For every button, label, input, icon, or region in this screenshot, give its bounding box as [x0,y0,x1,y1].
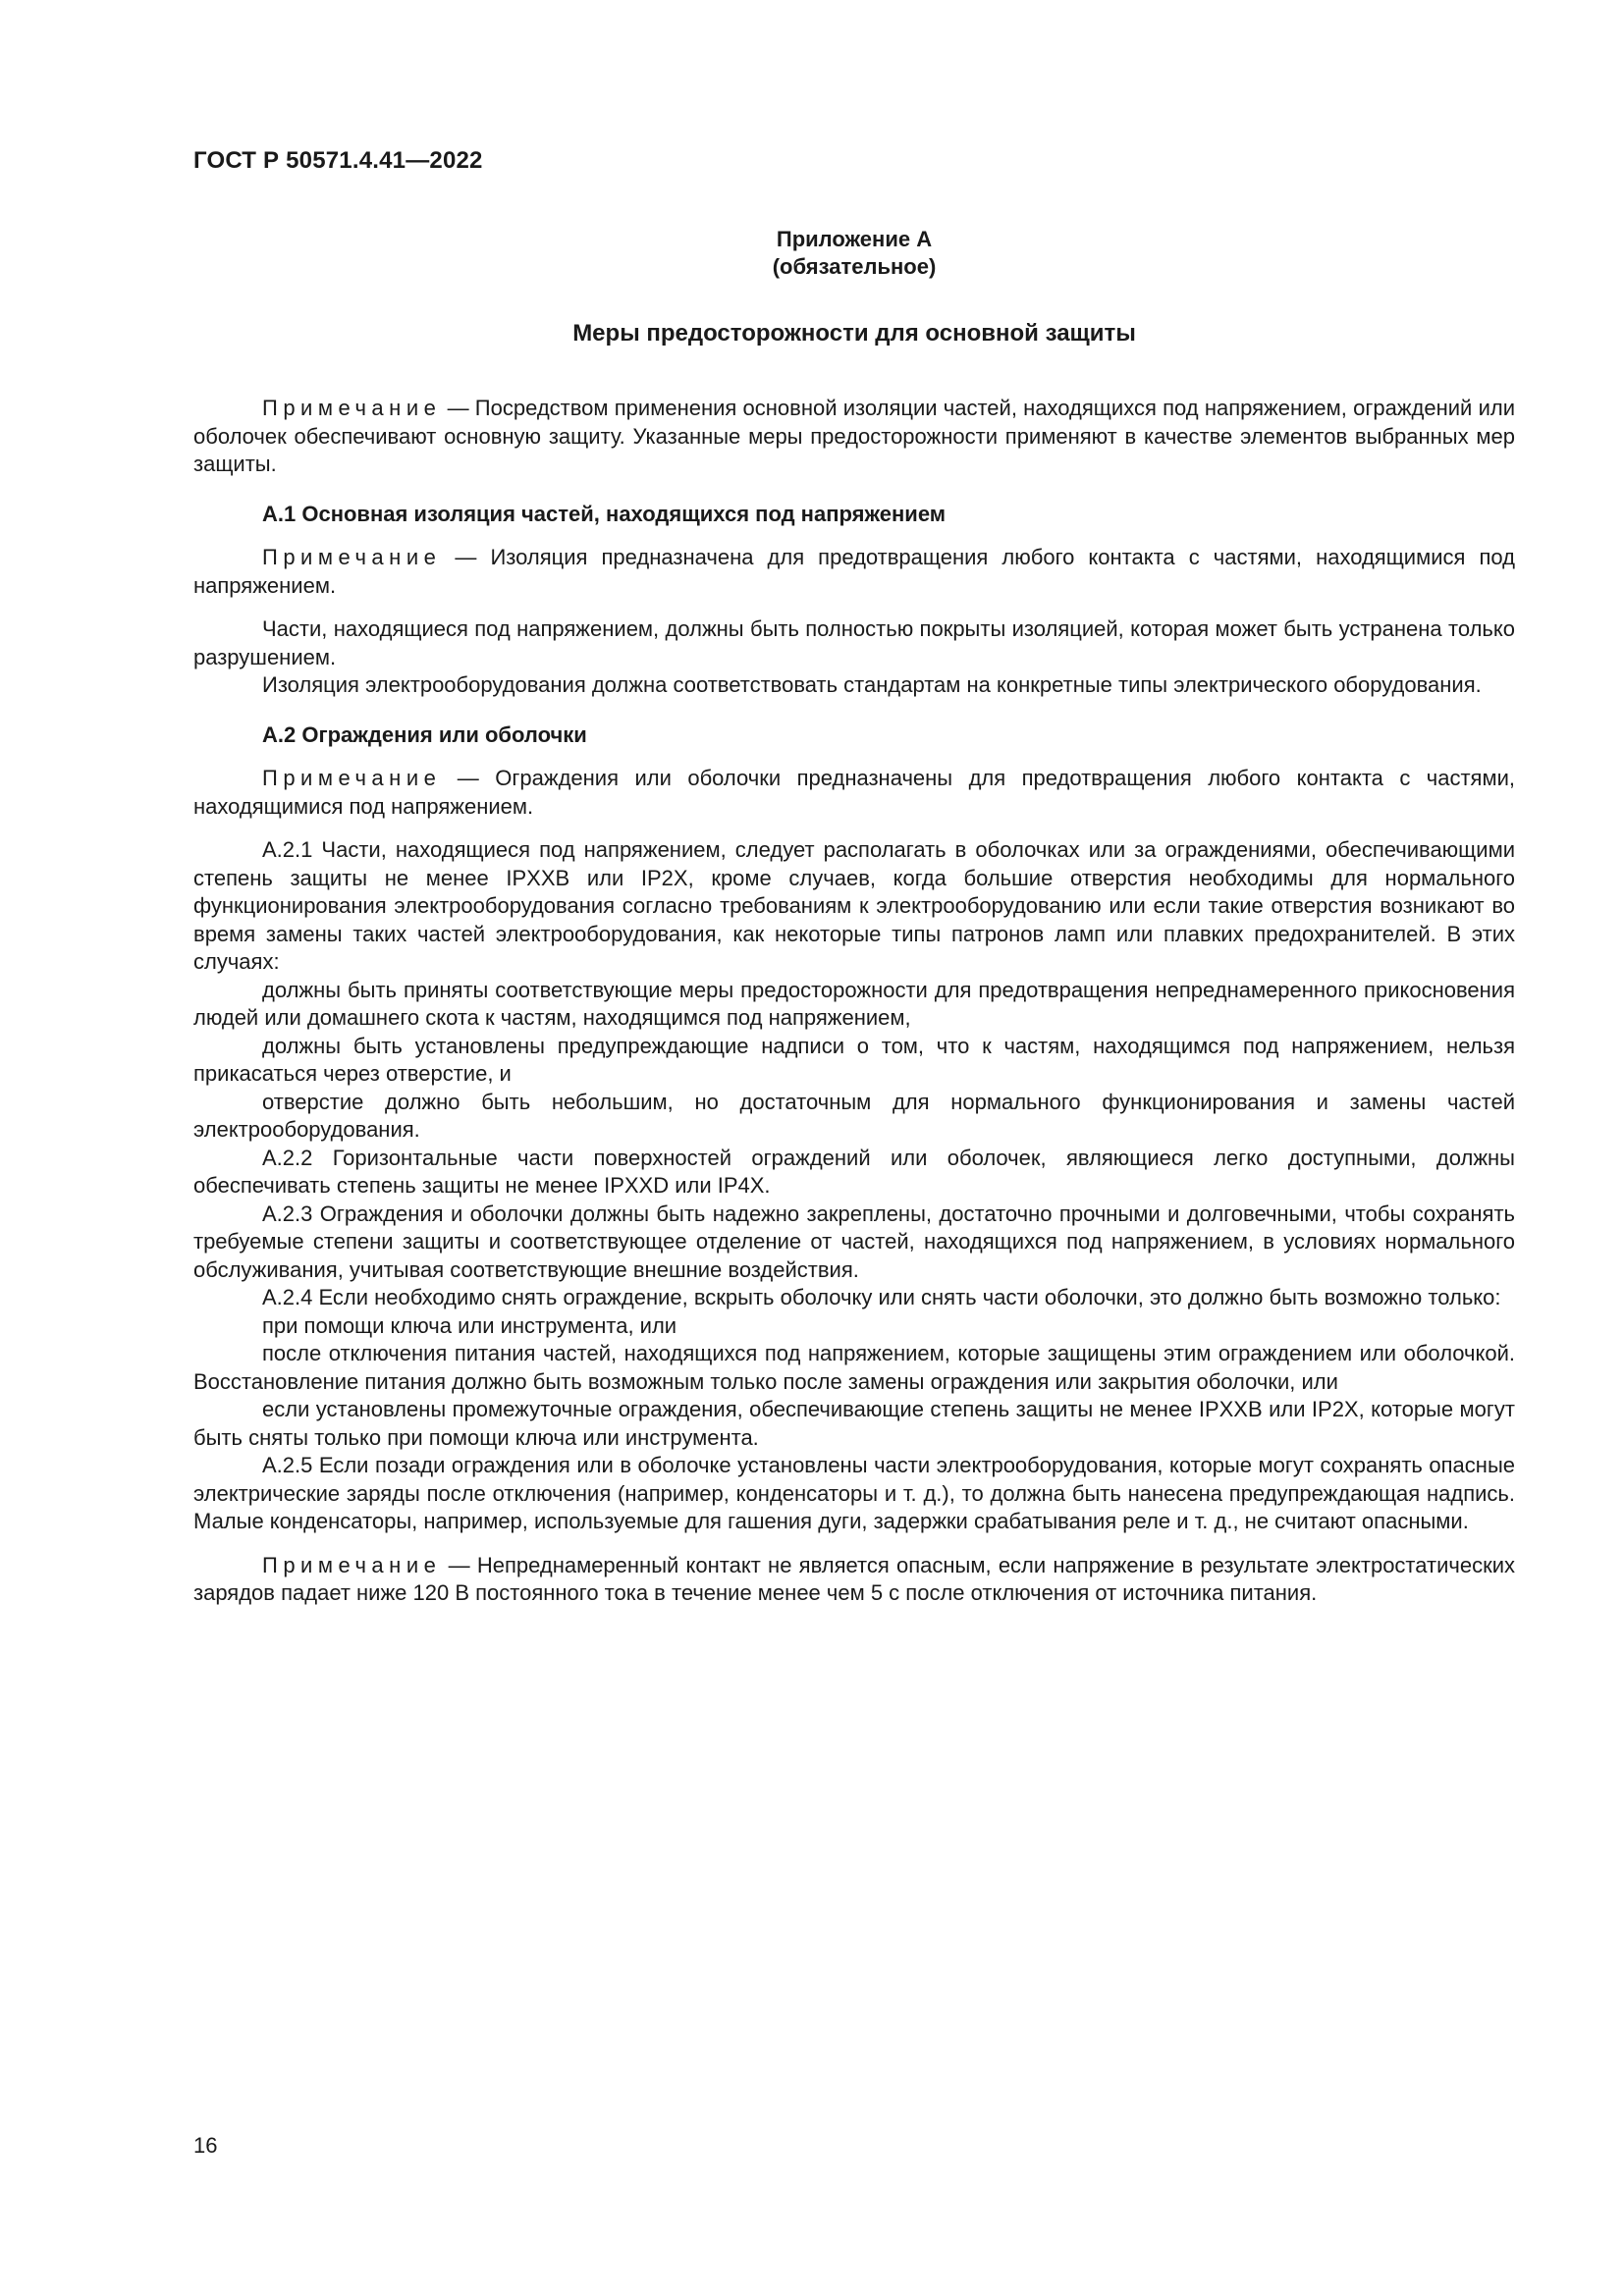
note-dash: — [441,396,475,420]
note-label: Примечание [262,1552,442,1577]
clause-a2-1: А.2.1 Части, находящиеся под напряжением, следует располагать в оболочках или за ограждениями, обеспечивающими степень защиты не менее IPXXB или IP2X, кроме случаев, когда большие отверстия необходимы для нормального функционирования электрооборудования согласно требованиям к электрооборудованию или если такие отверстия возникают во время замены таких частей электрооборудования, как некоторые типы патронов ламп или плавких предохранителей. В этих случаях: [193,837,1515,974]
note-label: Примечание [262,766,442,790]
list-item: должны быть приняты соответствующие меры предосторожности для предотвращения непреднамеренного прикосновения людей или домашнего скота к частям, находящимся под напряжением, [193,977,1515,1030]
intro-note [193,395,1515,479]
section-heading-a2: А.2 Ограждения или оболочки [262,721,587,747]
list-item: после отключения питания частей, находящихся под напряжением, которые защищены этим ограждением или оболочкой. Восстановление питания должно быть возможным только после замены ограждения или закрытия оболочки, или [193,1341,1515,1394]
annex-title: Приложение А [776,227,933,251]
a1-note [193,544,1515,600]
a2-note [193,765,1515,821]
list-item: отверстие должно быть небольшим, но достаточным для нормального функционирования и замены частей электрооборудования. [193,1089,1515,1142]
note-label: Примечание [262,396,442,420]
list-item: при помощи ключа или инструмента, или [262,1312,677,1338]
section-heading-a1: А.1 Основная изоляция частей, находящихся под напряжением [262,501,947,526]
document-body [193,395,1515,1608]
note-dash: — [441,766,496,790]
clause-a2-3: А.2.3 Ограждения и оболочки должны быть надежно закреплены, достаточно прочными и долговечными, чтобы сохранять требуемые степени защиты и соответствующее отделение от частей, находящихся под напряжением, в условиях нормального обслуживания, учитывая соответствующие внешние воздействия. [193,1201,1515,1282]
clause-a2-5: А.2.5 Если позади ограждения или в оболочке установлены части электрооборудования, которые могут сохранять опасные электрические заряды после отключения (например, конденсаторы и т. д.), то должна быть нанесена предупреждающая надпись. Малые конденсаторы, например, используемые для гашения дуги, задержки срабатывания реле и т. д., не считают опасными. [193,1453,1515,1533]
clause-a2-2: А.2.2 Горизонтальные части поверхностей ограждений или оболочек, являющиеся легко доступными, должны обеспечивать степень защиты не менее IPXXD или IP4X. [193,1145,1515,1198]
note-text: Ограждения или оболочки предназначены для предотвращения любого контакта с частями, находящимися под напряжением. [193,766,1516,819]
note-dash: — [441,545,491,569]
list-item: должны быть установлены предупреждающие надписи о том, что к частям, находящимся под напряжением, нельзя прикасаться через отверстие, и [193,1033,1515,1086]
note-text: Непреднамеренный контакт не является опасным, если напряжение в результате электростатических зарядов падает ниже 120 В постоянного тока в течение менее чем 5 с после отключения от источника питания. [193,1552,1515,1605]
annex-status: (обязательное) [772,254,937,279]
paragraph: Части, находящиеся под напряжением, должны быть полностью покрыты изоляцией, которая может быть устранена только разрушением. [193,616,1515,669]
clause-a2-4: А.2.4 Если необходимо снять ограждение, вскрыть оболочку или снять части оболочки, это должно быть возможно только: [262,1285,1501,1309]
paragraph: Изоляция электрооборудования должна соответствовать стандартам на конкретные типы электрического оборудования. [262,672,1482,697]
document-code-header: ГОСТ Р 50571.4.41—2022 [193,147,483,174]
note-text: Изоляция предназначена для предотвращения любого контакта с частями, находящимися под напряжением. [193,545,1515,598]
note-dash: — [441,1552,477,1577]
note-label: Примечание [262,545,442,569]
annex-main-title: Меры предосторожности для основной защиты [572,320,1136,347]
note-text: Посредством применения основной изоляции частей, находящихся под напряжением, ограждений или оболочек обеспечивают основную защиту. Указанные меры предосторожности применяют в качестве элементов выбранных мер защиты. [193,396,1515,476]
page-number: 16 [193,2133,218,2158]
list-item: если установлены промежуточные ограждения, обеспечивающие степень защиты не менее IPXXB или IP2X, которые могут быть сняты только при помощи ключа или инструмента. [193,1397,1515,1450]
final-note [193,1552,1515,1608]
